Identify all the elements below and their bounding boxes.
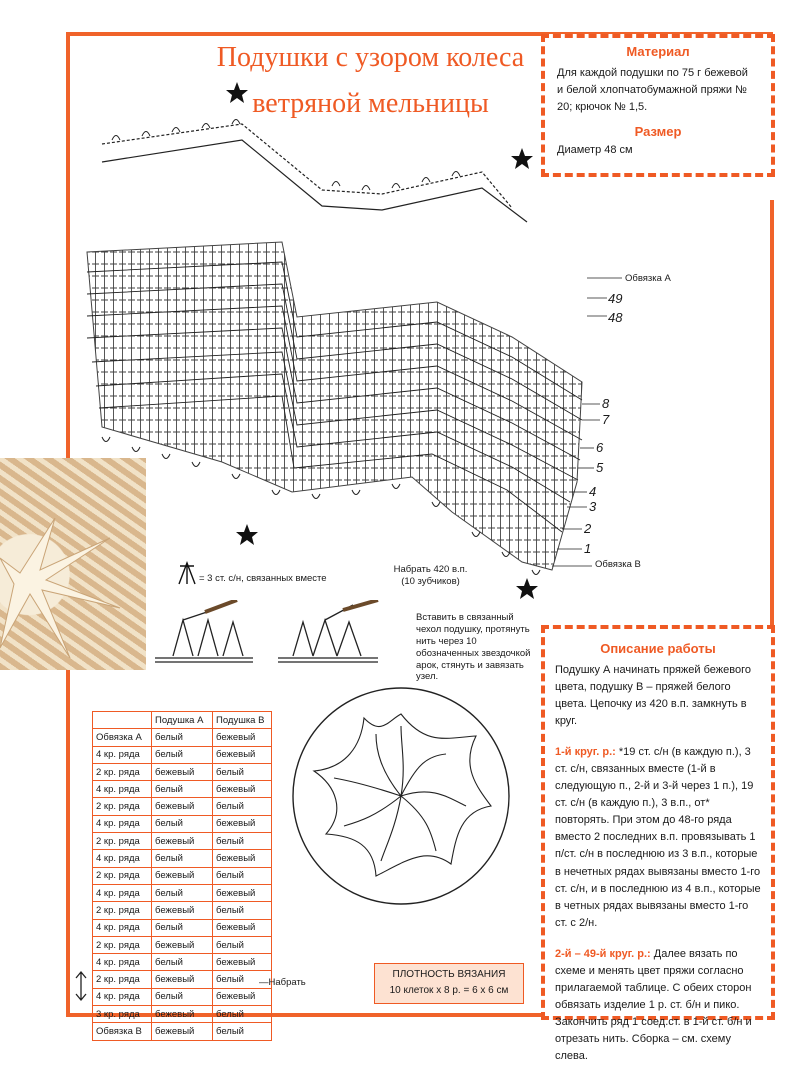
table-cell-cushion-b: бежевый: [213, 954, 272, 971]
size-heading: Размер: [634, 124, 682, 140]
decrease-symbol-icon: [176, 560, 198, 586]
label-row-5: 5: [596, 460, 604, 475]
table-cell-rows: 4 кр. ряда: [93, 815, 152, 832]
description-round1: [555, 744, 761, 932]
table-cell-rows: Обвязка А: [93, 729, 152, 746]
table-cell-rows: 2 кр. ряда: [93, 798, 152, 815]
table-row: [93, 729, 272, 746]
table-cell-cushion-b: бежевый: [213, 850, 272, 867]
table-row: [93, 954, 272, 971]
table-cell-rows: 3 кр. ряда: [93, 1006, 152, 1023]
table-row: [93, 884, 272, 901]
table-row: [93, 919, 272, 936]
table-cell-cushion-a: белый: [152, 884, 213, 901]
table-cell-cushion-a: белый: [152, 850, 213, 867]
table-cell-rows: 2 кр. ряда: [93, 867, 152, 884]
label-row-1: 1: [584, 541, 592, 556]
start-note-text: Набрать: [268, 977, 306, 988]
round1-label: 1-й круг. р.:: [555, 746, 616, 759]
label-row-4: 4: [589, 484, 597, 499]
table-row: [93, 1006, 272, 1023]
table-cell-rows: 2 кр. ряда: [93, 833, 152, 850]
table-cell-cushion-a: бежевый: [152, 763, 213, 780]
table-cell-rows: 4 кр. ряда: [93, 919, 152, 936]
table-cell-rows: 2 кр. ряда: [93, 936, 152, 953]
table-cell-cushion-b: белый: [213, 798, 272, 815]
round1-text: *19 ст. с/н (в каждую п.), 3 ст. с/н, связанных вместе (1-й в следующую п., 2-й и 3-й через 1 п.), 19 ст. с/н (в каждую п.), 3 в.п., от* повторять. При этом до 48-го ряда вместо 2 последних в.п. провязывать 1 п/ст. с/н в последнюю из 3 в.п., которые в нечетных рядах вывязаны вместо 1-го ст. с/н, и в последнюю из 4 в.п., которые в четных рядах вывязаны вместо 1-го ст. с 2/н.: [555, 746, 761, 929]
table-cell-cushion-a: белый: [152, 746, 213, 763]
table-cell-cushion-a: бежевый: [152, 867, 213, 884]
table-cell-cushion-b: бежевый: [213, 781, 272, 798]
legend-text: = 3 ст. с/н, связанных вместе: [199, 573, 327, 584]
table-row: [93, 988, 272, 1005]
cast-on-note-text: Набрать 420 в.п. (10 зубчиков): [393, 564, 468, 587]
material-text: Для каждой подушки по 75 г бежевой и белой хлопчатобумажной пряжи № 20; крючок № 1,5.: [557, 67, 748, 114]
table-cell-cushion-a: бежевый: [152, 971, 213, 988]
table-cell-rows: 4 кр. ряда: [93, 884, 152, 901]
description-intro: Подушку А начинать пряжей бежевого цвета, подушку В – пряжей белого цвета. Цепочку из 420 в.п. замкнуть в круг.: [555, 664, 751, 728]
label-row-49: 49: [608, 291, 623, 306]
table-cell-cushion-a: бежевый: [152, 1006, 213, 1023]
size-text: Диаметр 48 см: [557, 144, 633, 157]
label-edging-b: Обвязка В: [595, 559, 641, 570]
table-cell-cushion-b: белый: [213, 833, 272, 850]
page-title-line2: ветряной мельницы: [252, 88, 489, 119]
table-cell-rows: 4 кр. ряда: [93, 850, 152, 867]
color-table: [92, 711, 272, 1041]
table-cell-rows: 2 кр. ряда: [93, 971, 152, 988]
table-cell-cushion-a: бежевый: [152, 902, 213, 919]
label-row-7: 7: [602, 412, 610, 427]
table-cell-cushion-a: белый: [152, 781, 213, 798]
table-cell-rows: 4 кр. ряда: [93, 954, 152, 971]
table-row: [93, 833, 272, 850]
table-cell-cushion-b: бежевый: [213, 919, 272, 936]
crochet-chart: [82, 82, 662, 602]
table-row: [93, 850, 272, 867]
table-cell-cushion-b: бежевый: [213, 729, 272, 746]
label-row-2: 2: [584, 521, 592, 536]
table-cell-cushion-b: бежевый: [213, 988, 272, 1005]
material-heading: Материал: [626, 44, 690, 59]
table-header-cushion-a: Подушка А: [152, 712, 213, 729]
label-row-48: 48: [608, 310, 623, 325]
table-row: [93, 1023, 272, 1040]
table-cell-cushion-a: бежевый: [152, 936, 213, 953]
page-title-line1: Подушки с узором колеса: [216, 42, 525, 73]
table-row: [93, 971, 272, 988]
table-cell-cushion-b: белый: [213, 902, 272, 919]
stitch-illustration: [153, 600, 383, 670]
table-cell-cushion-a: бежевый: [152, 798, 213, 815]
gauge-box: [374, 963, 524, 1004]
table-cell-cushion-b: белый: [213, 1023, 272, 1040]
table-row: [93, 746, 272, 763]
assembly-note: Вставить в связанный чехол подушку, протянуть нить через 10 обозначенных звездочкой арок, стянуть и завязать узел.: [416, 612, 531, 683]
table-cell-cushion-b: белый: [213, 936, 272, 953]
table-cell-cushion-b: белый: [213, 763, 272, 780]
description-box: [541, 625, 775, 1062]
table-row: [93, 902, 272, 919]
table-cell-cushion-b: бежевый: [213, 884, 272, 901]
description-heading: Описание работы: [600, 641, 716, 656]
round2-text: Далее вязать по схеме и менять цвет пряжи согласно прилагаемой таблице. С обеих сторон обвязать изделие 1 р. ст. б/н и пико. Закончить ряд 1 соед.ст. в 1-й ст. б/н и отрезать нить. Сборка – см. схему слева.: [555, 947, 752, 1062]
table-header-cushion-b: Подушка В: [213, 712, 272, 729]
table-cell-cushion-a: белый: [152, 919, 213, 936]
table-row: [93, 798, 272, 815]
cushion-photo: [0, 458, 146, 670]
table-cell-rows: 4 кр. ряда: [93, 988, 152, 1005]
table-row: [93, 867, 272, 884]
label-edging-a: Обвязка А: [625, 273, 671, 284]
table-cell-cushion-a: белый: [152, 954, 213, 971]
assembly-diagram: [276, 686, 526, 911]
table-row: [93, 763, 272, 780]
table-header-row: [93, 712, 272, 729]
table-cell-cushion-a: белый: [152, 729, 213, 746]
label-row-6: 6: [596, 440, 604, 455]
table-row: [93, 936, 272, 953]
table-cell-rows: 2 кр. ряда: [93, 763, 152, 780]
table-body: [93, 729, 272, 1040]
direction-arrow-icon: [74, 970, 88, 1002]
table-cell-rows: 4 кр. ряда: [93, 781, 152, 798]
table-cell-rows: 4 кр. ряда: [93, 746, 152, 763]
start-note: —Набрать: [259, 977, 306, 988]
table-cell-cushion-b: белый: [213, 971, 272, 988]
table-cell-cushion-b: бежевый: [213, 815, 272, 832]
gauge-text: 10 клеток х 8 р. = 6 х 6 см: [389, 984, 509, 996]
round2-label: 2-й – 49-й круг. р.:: [555, 947, 651, 960]
table-cell-cushion-a: бежевый: [152, 1023, 213, 1040]
gauge-heading: ПЛОТНОСТЬ ВЯЗАНИЯ: [392, 969, 506, 980]
table-header-empty: [93, 712, 152, 729]
table-cell-cushion-b: белый: [213, 1006, 272, 1023]
table-cell-cushion-a: бежевый: [152, 833, 213, 850]
table-row: [93, 815, 272, 832]
table-cell-cushion-a: белый: [152, 815, 213, 832]
label-row-8: 8: [602, 396, 610, 411]
table-cell-rows: Обвязка В: [93, 1023, 152, 1040]
label-row-3: 3: [589, 499, 597, 514]
table-cell-rows: 2 кр. ряда: [93, 902, 152, 919]
table-cell-cushion-b: белый: [213, 867, 272, 884]
description-round2: [555, 946, 761, 1065]
cast-on-note: [388, 564, 473, 588]
table-cell-cushion-b: бежевый: [213, 746, 272, 763]
table-row: [93, 781, 272, 798]
table-cell-cushion-a: белый: [152, 988, 213, 1005]
